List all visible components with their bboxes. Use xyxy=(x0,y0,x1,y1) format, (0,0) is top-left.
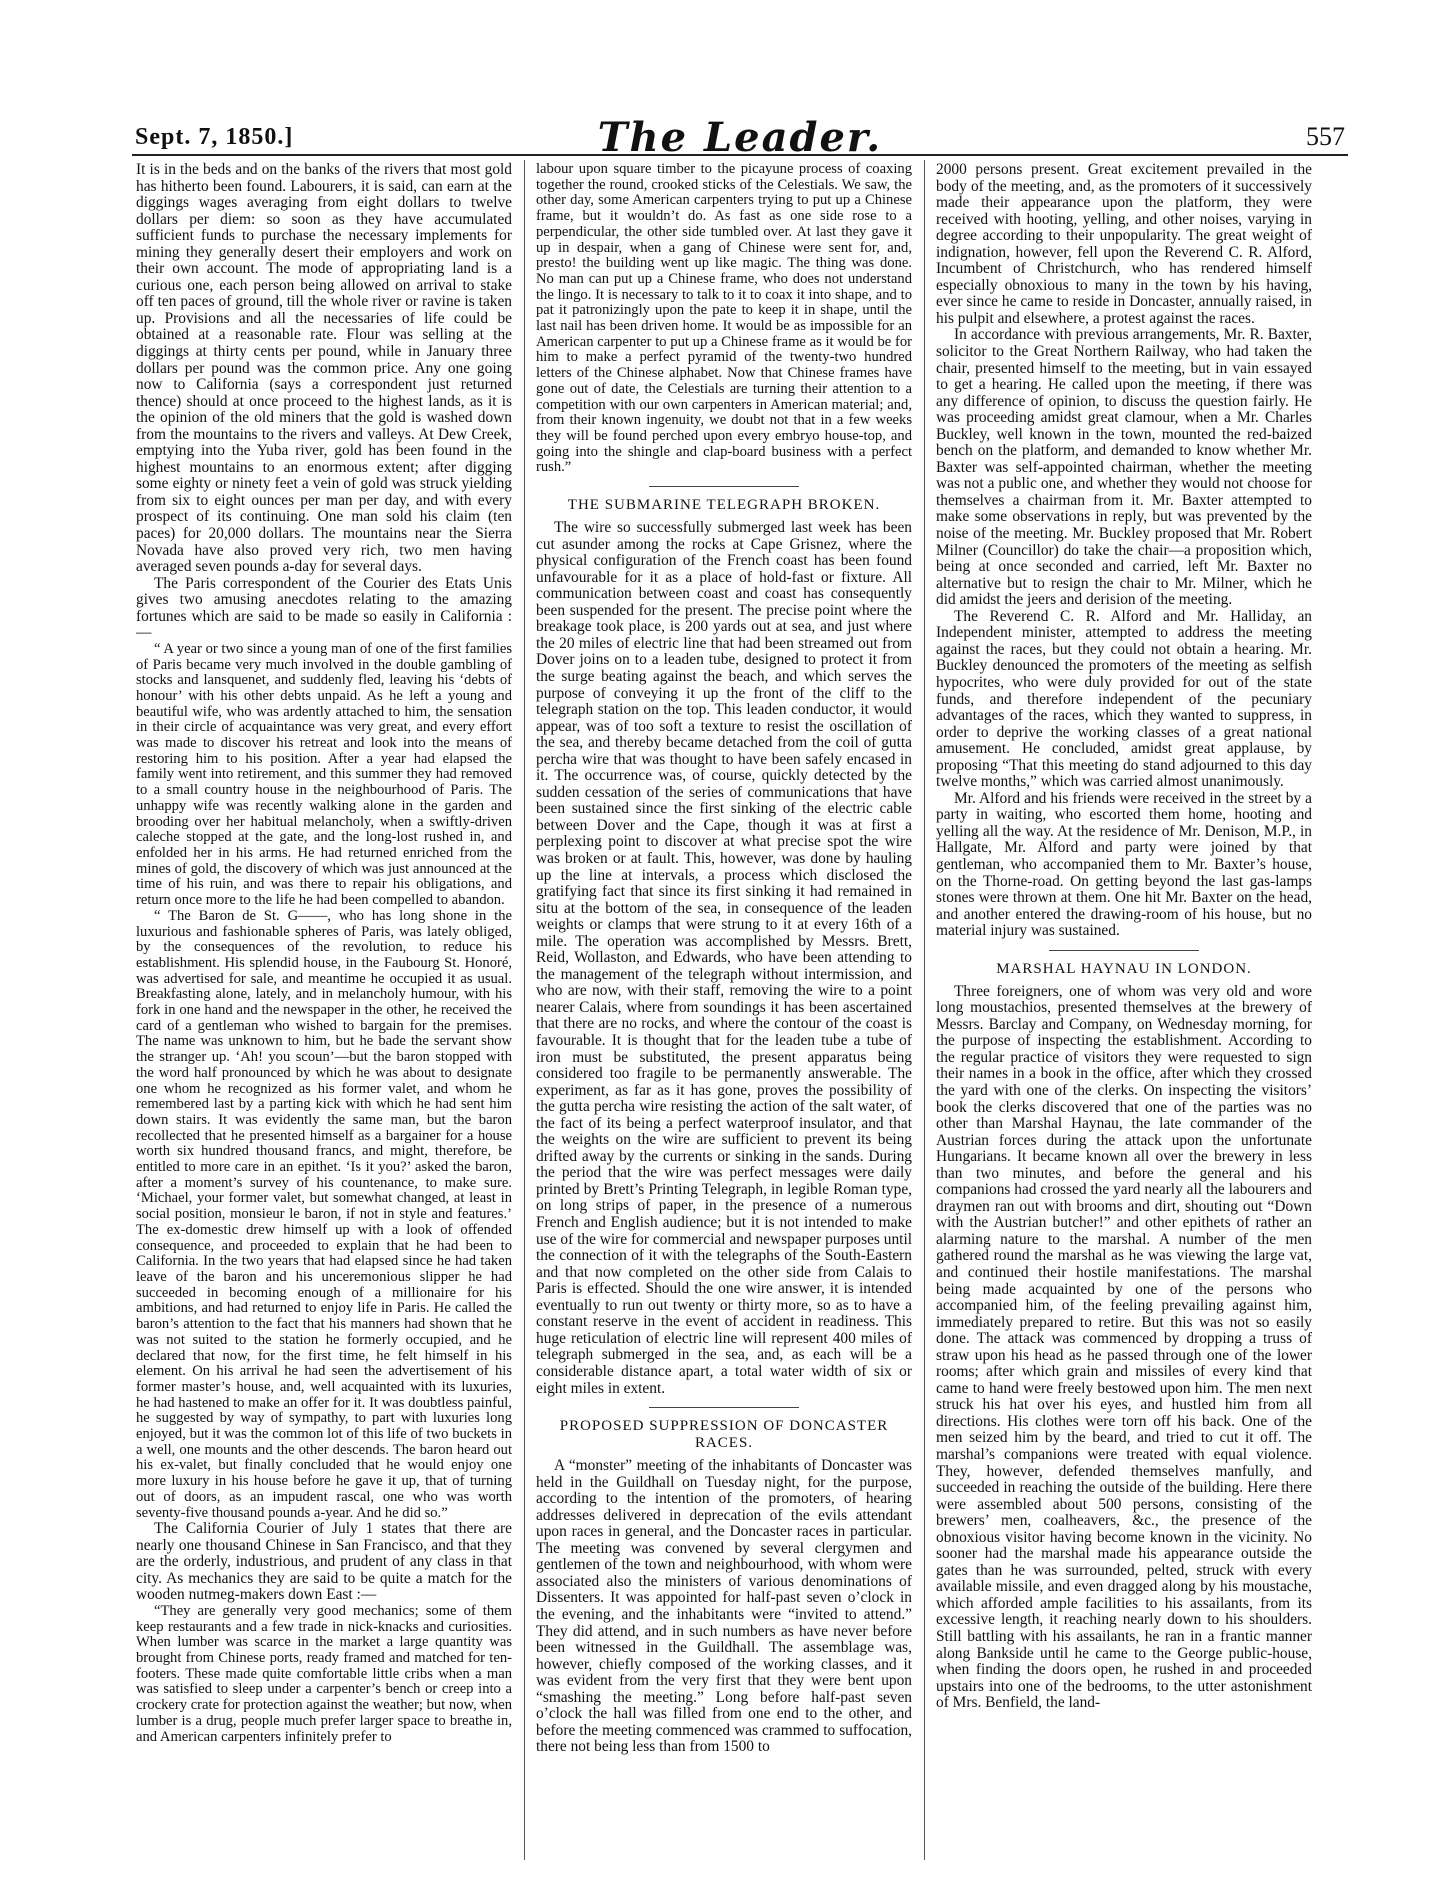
doncaster-baxter-paragraph: In accordance with previous arrangements, Mr. R. Baxter, solicitor to the Great Northern Railway, who had taken the chair, presented himself to the meeting, but in vain essayed to get a hearing. He called upon the meeting, if there was any difference of opinion, to discuss the question fairly. He was proceeding amidst great clamour, when a Mr. Charles Buckley, well known in the town, mounted the red-baized bench on the platform, and demanded to know whether Mr. Baxter was self-appointed chairman, whether the meeting was not a public one, and whether they would not choose for themselves a chairman from it. Mr. Baxter attempted to make some observations in reply, but was prevented by the noise of the meeting. Mr. Buckley proposed that Mr. Robert Milner (Councillor) do take the chair—a proposition which, being at once seconded and carried, left Mr. Baxter no alternative but to resign the chair to Mr. Milner, which he did amidst the jeers and derision of the meeting. xyxy=(936,326,1312,609)
column-divider xyxy=(524,160,525,1860)
paris-correspondent-paragraph: The Paris correspondent of the Courier des Etats Unis gives two amusing anecdotes relating to the amazing fortunes which are said to be made so easily in California :— xyxy=(136,574,512,642)
page-number: 557 xyxy=(1306,122,1345,151)
column-divider xyxy=(924,160,925,1860)
issue-date: Sept. 7, 1850.] xyxy=(135,124,294,150)
anecdote-young-man: “ A year or two since a young man of one of the first families of Paris became very much involved in the double gambling of stocks and lansquenet, and suddenly fled, leaving his ‘debts of honour’ with his other debts unpaid. As he left a young and beautiful wife, who was ardently attached to him, the sensation in their circle of acquaintance was very great, and every effort was made to discover his retreat and look into the means of restoring him to his position. After a year had elapsed the family went into retirement, and this summer they had removed to a small country house in the neighbourhood of Paris. The unhappy wife was recently walking alone in the garden and brooding over her habitual melancholy, when a swiftly-driven caleche stopped at the gate, and the long-lost rushed in, and enfolded her in his arms. He had returned enriched from the mines of gold, the discovery of which was just announced at the time of his ruin, and was there to repair his obligations, and return once more to the life he had been compelled to abandon. xyxy=(136,640,512,909)
doncaster-heading: PROPOSED SUPPRESSION OF DONCASTER RACES. xyxy=(559,1418,889,1452)
telegraph-article: The wire so successfully submerged last week has been cut asunder among the rocks at Cape Grisnez, where the physical configuration of the French coast has been found unfavourable for it as a place of hold-fast or fixture. All communication between coast and coast has consequently been suspended for the present. The precise point where the breakage took place, is 200 yards out at sea, and just where the 20 miles of electric line that had been streamed out from Dover joins on to a leaden tube, designed to protect it from the surge beating against the beach, and which serves the purpose of conveying it up the front of the cliff to the telegraph station on the top. This leaden conductor, it would appear, was of too soft a texture to resist the oscillation of the sea, and thereby became detached from the coil of gutta percha wire that was thought to have been safely encased in it. The occurrence was, of course, quickly detected by the sudden cessation of the series of communications that have been sustained since the first sinking of the electric cable between Dover and the Cape, though it was at first a perplexing point to discover at what precise spot the wire was broken or at fault. This, however, was done by hauling up the line at intervals, a process which disclosed the gratifying fact that since its first sinking it had remained in situ at the bottom of the sea, in consequence of the leaden weights or clamps that were strung to it at every 16th of a mile. The operation was accomplished by Messrs. Brett, Reid, Wollaston, and Edwards, who have been attending to the management of the telegraph without intermission, and who are now, with their staff, removing the wire to a point nearer Calais, where from soundings it has been ascertained that there are no rocks, and where the contour of the coast is favourable. It is thought that for the leaden tube a tube of iron must be substituted, the present apparatus being considered too fragile to be permanently answerable. The experiment, as far as it has gone, proves the possibility of the gutta percha wire resisting the action of the salt water, of the fact of its being a perfect waterproof insulator, and that the weights on the wire are sufficient to prevent its being drifted away by the currents or sinking in the sands. During the period that the wire was perfect messages were daily printed by Brett’s Printing Telegraph, in legible Roman type, on long strips of paper, in the presence of a numerous French and English audience; but it is not intended to make use of the wire for commercial and newspaper purposes until the connection of it with the telegraphs of the South-Eastern and that now completed on the other side from Calais to Paris is effected. Should the one wire answer, it is intended eventually to run out twenty or thirty more, so as to have a constant reserve in the event of accident in readiness. This huge reticulation of electric line will represent 400 miles of telegraph submerged in the sea, and, as each will be a considerable distance apart, a total water width of six or eight miles in extent. xyxy=(536,519,912,1397)
doncaster-article-continued: 2000 persons present. Great excitement prevailed in the body of the meeting, and, as the promoters of it successively made their appearance upon the platform, they were received with hooting, yelling, and other noises, varying in degree according to their unpopularity. The great weight of indignation, however, fell upon the Reverend C. R. Alford, Incumbent of Christchurch, who has rendered himself especially obnoxious to many in the town by his having, ever since he came to reside in Doncaster, annually raised, in his pulpit and elsewhere, a protest against the races. xyxy=(936,162,1312,327)
anecdote-baron: “ The Baron de St. G——, who has long shone in the luxurious and fashionable spheres of Paris, was lately obliged, by the consequences of the revolution, to reduce his establishment. His splendid house, in the Faubourg St. Honoré, was advertised for sale, and meantime he occupied it as usual. Breakfasting alone, lately, and in melancholy humour, with his fork in one hand and the newspaper in the other, he received the card of a gentleman who wished to bargain for the premises. The name was unknown to him, but he bade the servant show the stranger up. ‘Ah! you scoun’—but the baron stopped with the word half pronounced by which he was about to designate one whom he recognized as his former valet, and whom he remembered last by a parting kick with which he had sent him down stairs. It was evidently the same man, but the baron recollected that he presented himself as a bargainer for a house worth six hundred thousand francs, and might, therefore, be entitled to more care in an epithet. ‘Is it you?’ asked the baron, after a moment’s survey of his countenance, to make sure. ‘Michael, your former valet, but somewhat changed, at least in social position, monsieur le baron, if not in style and features.’ The ex-domestic drew himself up with a look of offended consequence, and proceeded to explain that he had been to California. In the two years that had elapsed since he had taken leave of the baron and his unceremonious slipper he had succeeded in becoming enough of a millionaire for his ambitions, and had returned to enjoy life in Paris. He called the baron’s attention to the fact that his manners had shown that he was not suited to the station he formerly occupied, and he declared that now, for the first time, he felt himself in his element. On his arrival he had seen the advertisement of his former master’s house, and, well acquainted with its luxuries, he had hastened to make an offer for it. It was doubtless painful, he suggested by way of sympathy, to part with luxuries long enjoyed, but it was the common lot of this life of two buckets in a well, one mounts and the other descends. The baron heard out his ex-valet, but finally concluded that he would enjoy one more luxury in his house before he gave it up, that of turning out of doors, as an impudent rascal, one who was worth seventy-five thousand pounds a-year. And he did so.” xyxy=(136,907,512,1521)
header-rule xyxy=(132,154,1348,156)
newspaper-title: The Leader. xyxy=(597,114,883,161)
california-courier-paragraph: The California Courier of July 1 states that there are nearly one thousand Chinese in San Francisco, and that they are the orderly, industrious, and prudent of any class in that city. As mechanics they are said to be quite a match for the wooden nutmeg-makers down East :— xyxy=(136,1520,512,1604)
column-3 xyxy=(936,162,1312,1862)
masthead xyxy=(135,108,1345,161)
doncaster-alford-paragraph: The Reverend C. R. Alford and Mr. Halliday, an Independent minister, attempted to address the meeting against the races, but they could not obtain a hearing. Mr. Buckley denounced the promoters of the meeting as selfish hypocrites, who were duly provided for out of the state funds, and therefore independent of the pecuniary advantages of the races, which they wanted to suppress, in order to deprive the working classes of a great national amusement. He concluded, amidst great applause, by proposing “That this meeting do stand adjourned to this day twelve months,” which was carried almost unanimously. xyxy=(936,607,1312,791)
chinese-mechanics-quote: “They are generally very good mechanics; some of them keep restaurants and a few trade in nick-knacks and curiosities. When lumber was scarce in the market a large quantity was brought from Chinese ports, ready framed and matched for ten-footers. These made quite comfortable little cribs when a man was satisfied to sleep under a carpenter’s bench or creep into a crockery crate for protection against the weather; but now, when lumber is a drug, people much prefer larger space to breathe in, and American carpenters infinitely prefer to xyxy=(136,1602,512,1745)
telegraph-heading: THE SUBMARINE TELEGRAPH BROKEN. xyxy=(567,497,881,514)
chinese-mechanics-quote-continued: labour upon square timber to the picayune process of coaxing together the round, crooked sticks of the Celestials. We saw, the other day, some American carpenters trying to put up a Chinese frame, but it wouldn’t do. As fast as one side rose to a perpendicular, the other side tumbled over. At last they gave it up in despair, when a gang of Chinese were sent for, and, presto! the building went up like magic. The thing was done. No man can put up a Chinese frame, who does not understand the lingo. It is necessary to talk to it to coax it into shape, and to pat it patronizingly upon the pate to keep it in shape, until the last nail has been driven home. It would be as impossible for an American carpenter to put up a Chinese frame as it would be for him to make a perfect pyramid of the twenty-two hundred letters of the Chinese alphabet. Now that Chinese frames have gone out of date, the Celestials are turning their attention to a competition with our own carpenters in American material; and, from their known ingenuity, we doubt not that in a few weeks they will be found perched upon every embryo house-top, and going into the shingle and clap-board business with a perfect rush.” xyxy=(536,162,912,476)
section-divider xyxy=(649,1407,799,1408)
doncaster-article: A “monster” meeting of the inhabitants of Doncaster was held in the Guildhall on Tuesday night, for the purpose, according to the intention of the promoters, of hearing addresses delivered in deprecation of the evils attendant upon races in general, and the Doncaster races in particular. The meeting was convened by several clergymen and gentlemen of the town and neighbourhood, with whom were associated also the ministers of various denominations of Dissenters. It was appointed for half-past seven o’clock in the evening, and the inhabitants were “invited to attend.” They did attend, and in such numbers as have never before been witnessed in the Guildhall. The assemblage was, however, chiefly composed of the working classes, and it was evident from the very first that they were bent upon “smashing the meeting.” Long before half-past seven o’clock the hall was filled from one end to the other, and before the meeting commenced was crammed to suffocation, there not being less than from 1500 to xyxy=(536,1457,912,1756)
section-divider xyxy=(1049,950,1199,951)
section-divider xyxy=(649,486,799,487)
haynau-heading: MARSHAL HAYNAU IN LONDON. xyxy=(996,960,1252,977)
column-1 xyxy=(136,162,512,1862)
gold-diggings-paragraph: It is in the beds and on the banks of the rivers that most gold has hitherto been found. Labourers, it is said, can earn at the diggings wages averaging from eight dollars to twelve dollars per diem: so soon as they have accumulated sufficient funds to purchase the necessary implements for mining they generally desert their employers and work on their own account. The mode of appropriating land is a curious one, each person being allowed on arrival to stake off ten paces of ground, till the whole river or ravine is taken up. Provisions and all the necessaries of life could be obtained at a reasonable rate. Flour was selling at the diggings at thirty cents per pound, while in January three dollars per pound was the common price. Any one going now to California (says a correspondent just returned thence) should at once proceed to the highest lands, as it is the opinion of the old miners that the gold is washed down from the mountains to the rivers and valleys. At Dew Creek, emptying into the Yuba river, gold has been found in the highest mountains to an enormous extent; after digging some eighty or ninety feet a vein of gold was struck yielding from six to eight ounces per man per day, and with every prospect of its continuing. One man sold his claim (ten paces) for 20,000 dollars. The mountains near the Sierra Novada have also proved very rich, two men having averaged seven pounds a-day for several days. xyxy=(136,162,512,576)
column-2 xyxy=(536,162,912,1862)
doncaster-street-paragraph: Mr. Alford and his friends were received in the street by a party in waiting, who escorted them home, hooting and yelling all the way. At the residence of Mr. Denison, M.P., in Hallgate, Mr. Alford and party were joined by that gentleman, who accompanied them to Mr. Baxter’s house, on the Thorne-road. On getting beyond the last gas-lamps stones were thrown at them. One hit Mr. Baxter on the head, and another entered the drawing-room of his house, but no material injury was sustained. xyxy=(936,789,1312,940)
haynau-article: Three foreigners, one of whom was very old and wore long moustachios, presented themselves at the brewery of Messrs. Barclay and Company, on Wednesday morning, for the purpose of inspecting the establishment. According to the regular practice of visitors they were requested to sign their names in a book in the office, after which they crossed the yard with one of the clerks. On inspecting the visitors’ book the clerks discovered that one of the parties was no other than Marshal Haynau, the late commander of the Austrian forces during the attack upon the unfortunate Hungarians. It became known all over the brewery in less than two minutes, and before the general and his companions had crossed the yard nearly all the labourers and draymen ran out with brooms and dirt, shouting out “Down with the Austrian butcher!” and other epithets of rather an alarming nature to the marshal. A number of the men gathered round the marshal as he was viewing the large vat, and continued their hostile manifestations. The marshal being made acquainted by one of the persons who accompanied him, of the feeling prevailing against him, immediately prepared to retire. But this was not so easily done. The attack was commenced by dropping a truss of straw upon his head as he passed through one of the lower rooms; after which grain and missiles of every kind that came to hand were freely bestowed upon him. The men next struck his hat over his eyes, and hustled him from all directions. His clothes were torn off his back. One of the men seized him by the beard, and tried to cut it off. The marshal’s companions were treated with equal violence. They, however, defended themselves manfully, and succeeded in reaching the outside of the building. Here there were assembled about 500 persons, consisting of the brewers’ men, coalheavers, &c., the presence of the obnoxious visitor having become known in the vicinity. No sooner had the marshal made his appearance outside the gates than he was surrounded, pelted, struck with every available missile, and even dragged along by his moustache, which afforded ample facilities to his assailants, from its excessive length, it reaching nearly down to his shoulders. Still battling with his assailants, he ran in a frantic manner along Bankside until he came to the George public-house, when finding the doors open, he rushed in and proceeded upstairs into one of the bedrooms, to the utter astonishment of Mrs. Benfield, the land- xyxy=(936,982,1312,1712)
